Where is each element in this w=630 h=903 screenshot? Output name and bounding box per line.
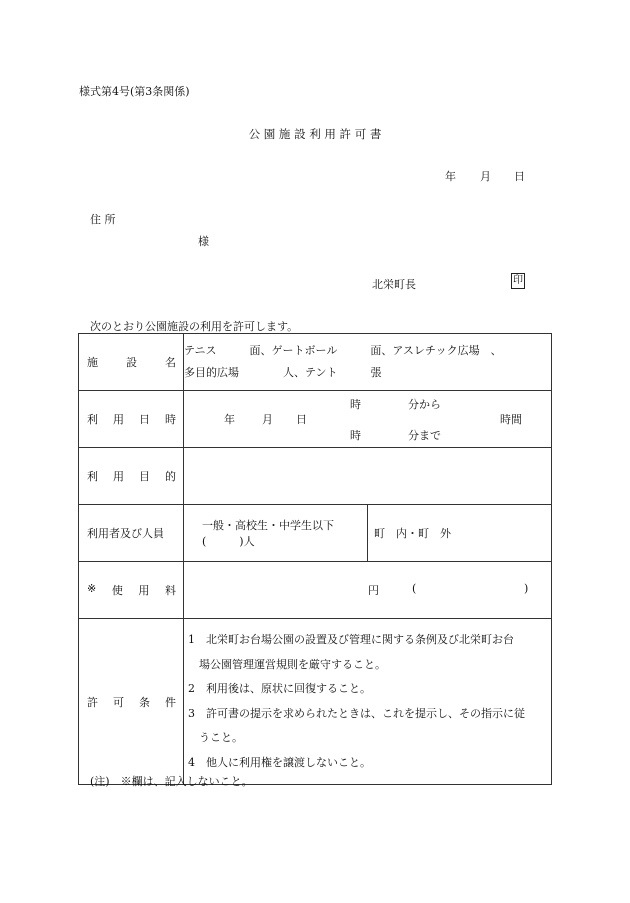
facility-line-1: テニス 面、ゲートボール 面、アスレチック広場 、 — [184, 344, 502, 357]
issuer-name: 北栄町長 — [372, 278, 416, 291]
datetime-label: 利 用 日 時 — [79, 391, 184, 448]
purpose-label: 利 用 目 的 — [79, 448, 184, 505]
dt-hour-from: 時 — [350, 398, 361, 411]
date-day: 日 — [514, 170, 525, 183]
fee-row — [79, 562, 552, 619]
seal-mark: 印 — [511, 273, 525, 289]
datetime-value — [184, 391, 552, 448]
facility-row — [79, 334, 552, 391]
date-year: 年 — [445, 170, 456, 183]
condition-line: 2 利用後は、原状に回復すること。 — [188, 682, 371, 695]
condition-line: 4 他人に利用権を譲渡しないこと。 — [188, 755, 371, 769]
dt-hours: 時間 — [500, 413, 522, 426]
address-label: 住 所 — [90, 213, 116, 226]
purpose-row — [79, 448, 552, 505]
facility-value — [184, 334, 552, 391]
facility-label: 施 設 名 — [79, 334, 184, 391]
honorific-sama: 様 — [198, 235, 209, 248]
users-category: 一般・高校生・中学生以下( )人 — [184, 505, 368, 562]
condition-line: 3 許可書の提示を求められたときは、これを提示し、その指示に従 — [188, 706, 525, 720]
conditions-value — [184, 619, 552, 785]
conditions-row — [79, 619, 552, 785]
date-month: 月 — [480, 170, 491, 183]
fee-yen: 円 — [368, 584, 379, 597]
purpose-value — [184, 448, 552, 505]
facility-line-2: 多目的広場 人、テント 張 — [184, 366, 382, 379]
fee-paren-close: ) — [524, 582, 529, 595]
dt-day: 日 — [296, 413, 307, 426]
dt-month: 月 — [262, 413, 273, 426]
datetime-row — [79, 391, 552, 448]
dt-from: 分から — [408, 398, 441, 411]
users-area: 町 内・町 外 — [368, 505, 552, 562]
dt-hour-to: 時 — [350, 429, 361, 442]
dt-year: 年 — [224, 413, 235, 426]
users-row — [79, 505, 552, 562]
condition-line: 1 北栄町お台場公園の設置及び管理に関する条例及び北栄町お台 — [188, 633, 514, 646]
condition-line: 場公園管理運営規則を厳守すること。 — [188, 657, 386, 671]
intro-text: 次のとおり公園施設の利用を許可します。 — [90, 320, 299, 333]
dt-to: 分まで — [408, 429, 441, 442]
conditions-label: 許 可 条 件 — [79, 619, 184, 785]
users-label: 利用者及び人員 — [79, 505, 184, 562]
document-title: 公 園 施 設 利 用 許 可 書 — [248, 127, 382, 141]
condition-line: うこと。 — [188, 731, 243, 744]
fee-paren-open: ( — [412, 582, 417, 595]
fee-value — [184, 562, 552, 619]
footnote: (注) ※欄は、記入しないこと。 — [90, 775, 253, 788]
permit-table — [78, 333, 552, 785]
form-number: 様式第4号(第3条関係) — [79, 85, 190, 98]
fee-label: ※ 使 用 料 — [79, 562, 184, 619]
